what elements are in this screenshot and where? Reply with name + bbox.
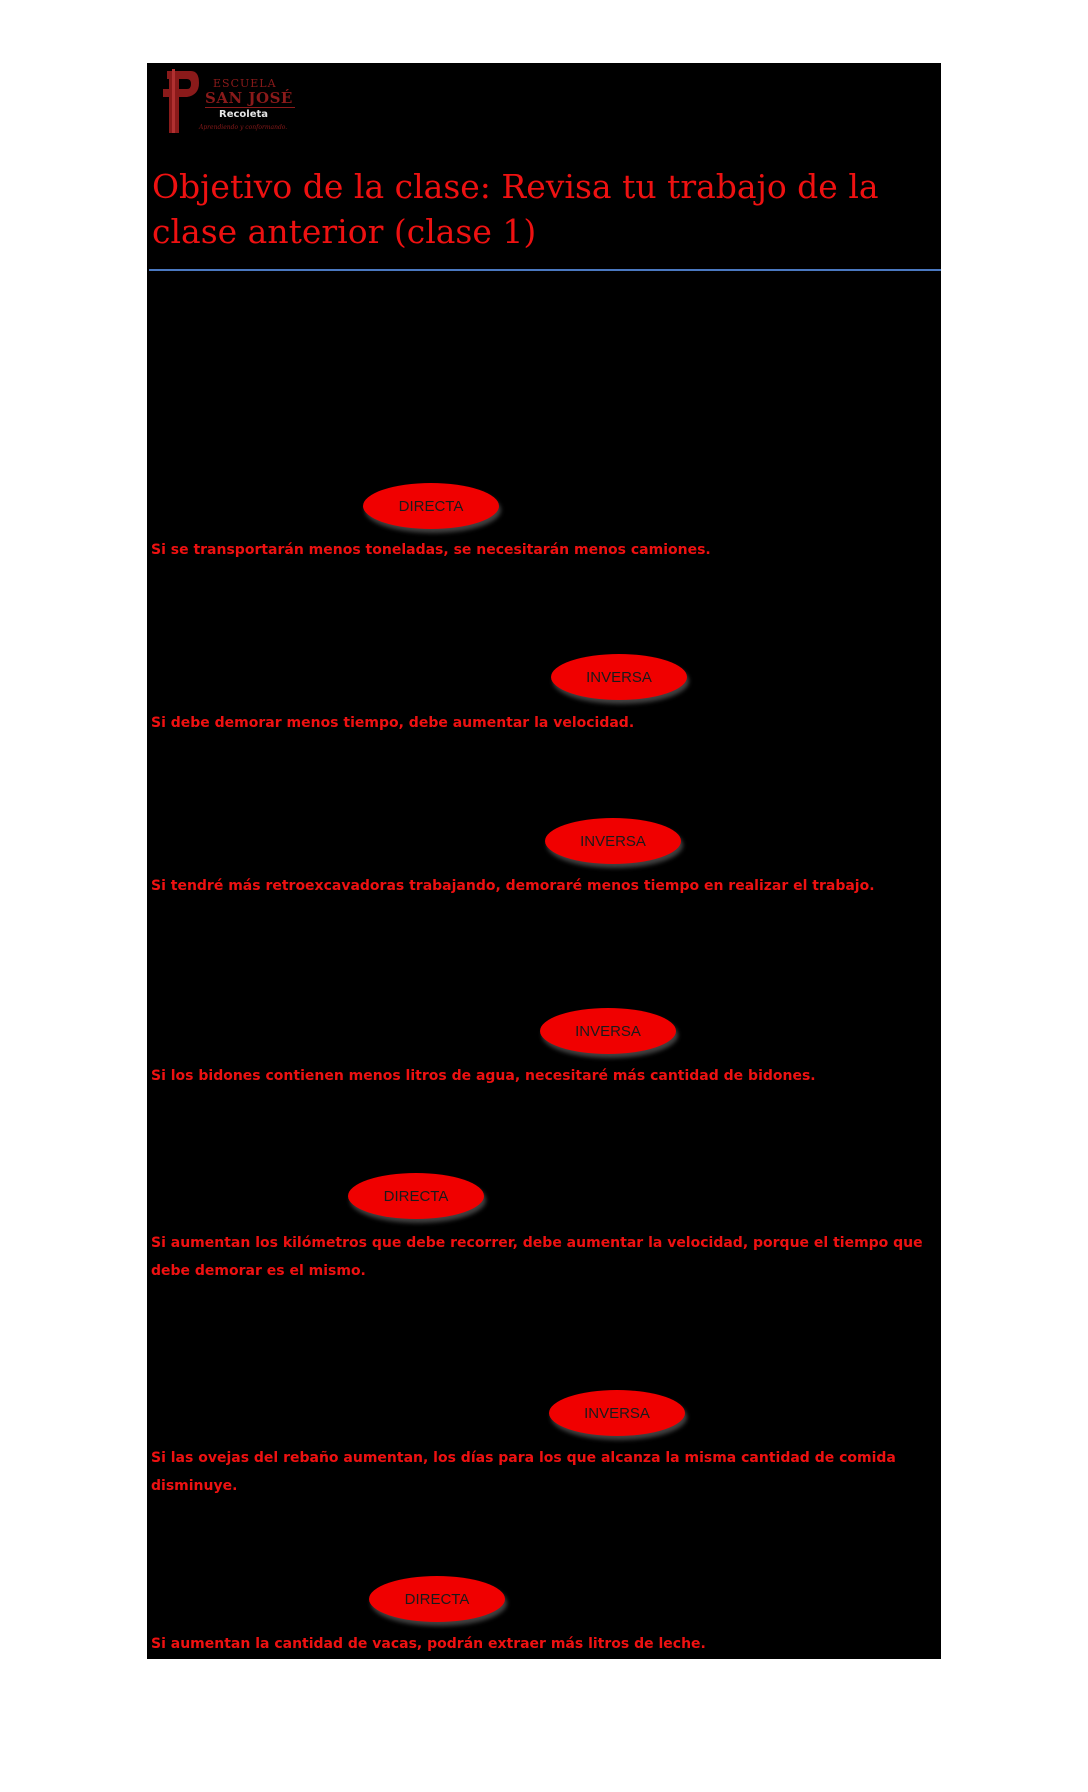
document-page xyxy=(147,63,941,1659)
logo-divider xyxy=(205,107,295,108)
answer-oval xyxy=(363,483,499,529)
answer-text: Si las ovejas del rebaño aumentan, los días para los que alcanza la misma cantidad de comida disminuye. xyxy=(151,1450,896,1494)
answer-text: Si los bidones contienen menos litros de agua, necesitaré más cantidad de bidones. xyxy=(151,1068,816,1084)
answer-oval xyxy=(545,818,681,864)
answer-oval xyxy=(551,654,687,700)
oval-label: INVERSA xyxy=(575,1022,641,1040)
oval-label: INVERSA xyxy=(586,668,652,686)
logo-motto: Aprendiendo y conformando. xyxy=(199,124,288,131)
answer-text: Si debe demorar menos tiempo, debe aumentar la velocidad. xyxy=(151,715,635,731)
answer-oval xyxy=(369,1576,505,1622)
oval-label: DIRECTA xyxy=(404,1590,470,1608)
answer-text: Si aumentan los kilómetros que debe recorrer, debe aumentar la velocidad, porque el tiempo que debe demorar es el mismo. xyxy=(151,1235,923,1279)
title-divider xyxy=(149,269,941,271)
answer-text: Si se transportarán menos toneladas, se necesitarán menos camiones. xyxy=(151,542,711,558)
answer-text: Si tendré más retroexcavadoras trabajando, demoraré menos tiempo en realizar el trabajo. xyxy=(151,878,875,894)
answer-text: Si aumentan la cantidad de vacas, podrán extraer más litros de leche. xyxy=(151,1636,706,1652)
logo-school-name: SAN JOSÉ xyxy=(205,89,293,107)
oval-label: DIRECTA xyxy=(398,497,464,515)
logo-location: Recoleta xyxy=(219,109,269,120)
school-crest-icon xyxy=(161,67,201,137)
page-title: Objetivo de la clase: Revisa tu trabajo de la clase anterior (clase 1) xyxy=(152,167,879,251)
oval-label: INVERSA xyxy=(584,1404,650,1422)
school-logo xyxy=(161,67,301,137)
answer-oval xyxy=(348,1173,484,1219)
oval-label: DIRECTA xyxy=(383,1187,449,1205)
answer-oval xyxy=(549,1390,685,1436)
answer-oval xyxy=(540,1008,676,1054)
logo-school-label: ESCUELA xyxy=(213,77,277,90)
oval-label: INVERSA xyxy=(580,832,646,850)
